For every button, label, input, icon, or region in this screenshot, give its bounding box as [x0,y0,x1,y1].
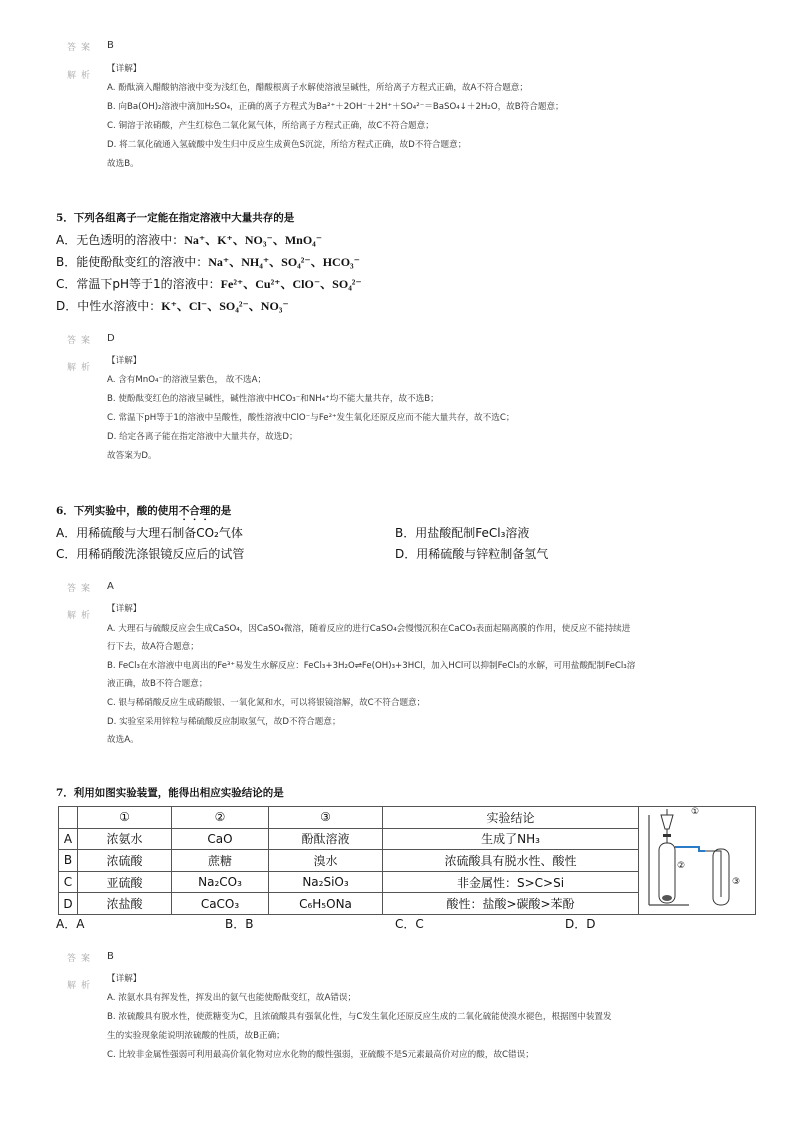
explain-line: D. 实验室采用锌粒与稀硫酸反应制取氢气，故D不符合题意； [107,717,341,727]
option-b: B．能使酚酞变红的溶液中：Na⁺、NH₄⁺、SO₄²⁻、HCO₃⁻ [56,255,360,269]
option-a: A．无色透明的溶液中：Na⁺、K⁺、NO₃⁻、MnO₄⁻ [56,233,323,247]
explain-line: 液正确，故B不符合题意； [107,679,208,689]
apparatus-label: ② [677,861,686,871]
option-c: C．C [395,917,424,931]
answer-value: D [107,333,115,344]
explain-line: C. 铜溶于浓硝酸，产生红棕色二氧化氮气体，所给离子方程式正确，故C不符合题意； [107,121,434,131]
question-stem: 6．下列实验中，酸的使用不合理的是 [56,505,232,517]
table-header: ③ [269,807,383,829]
table-cell: 浓硫酸具有脱水性、酸性 [383,850,639,872]
table-cell: D [59,893,78,915]
explain-line: A. 酚酞滴入醋酸钠溶液中变为浅红色，醋酸根离子水解使溶液呈碱性，所给离子方程式正确，故A不符合题意； [107,83,528,93]
explain-line: B. FeCl₃在水溶液中电离出的Fe³⁺易发生水解反应：FeCl₃+3H₂O⇌Fe(OH)₃+3HCl，加入HCl可以抑制FeCl₃的水解，可用盐酸配制FeCl₃溶 [107,661,636,671]
option-b: B．用盐酸配制FeCl₃溶液 [395,526,530,540]
table-header-row [59,807,756,829]
question-stem: 5．下列各组离子一定能在指定溶液中大量共存的是 [56,212,295,224]
explain-tag: 解析 [67,71,96,81]
table-cell: Na₂SiO₃ [269,871,383,893]
apparatus-cell [639,807,756,915]
explain-line: C. 常温下pH等于1的溶液中呈酸性，酸性溶液中ClO⁻与Fe²⁺发生氧化还原反应而不能大量共存，故不选C； [107,413,515,423]
apparatus-label: ③ [732,877,741,887]
option-d: D．中性水溶液中：K⁺、Cl⁻、SO₄²⁻、NO₃⁻ [56,299,289,313]
experiment-table [58,806,756,915]
explain-line: B. 向Ba(OH)₂溶液中滴加H₂SO₄，正确的离子方程式为Ba²⁺＋2OH⁻＋2H⁺＋SO₄²⁻＝BaSO₄↓＋2H₂O，故B符合题意； [107,102,564,112]
option-a: A．A [56,917,85,931]
table-cell: CaCO₃ [172,893,269,915]
option-d: D．用稀硫酸与锌粒制备氢气 [395,547,549,561]
table-cell: C [59,871,78,893]
table-cell: B [59,850,78,872]
answer-tag: 答案 [67,43,96,53]
explain-line: C. 比较非金属性强弱可利用最高价氧化物对应水化物的酸性强弱，亚硫酸不是S元素最高价对应的酸，故C错误； [107,1050,534,1060]
emphasis-text: 不合理 [178,505,211,517]
explain-line: B. 浓硫酸具有脱水性，使蔗糖变为C，且浓硫酸具有强氧化性，与C发生氧化还原反应生成的二氧化硫能使溴水褪色，根据图中装置发 [107,1012,612,1022]
table-cell: 浓氨水 [78,828,172,850]
table-cell: 非金属性：S>C>Si [383,871,639,893]
explain-line: A. 大理石与硫酸反应会生成CaSO₄，因CaSO₄微溶，随着反应的进行CaSO₄会慢慢沉积在CaCO₃表面起隔离膜的作用，使反应不能持续进 [107,624,631,634]
option-a: A．用稀硫酸与大理石制备CO₂气体 [56,526,243,540]
answer-tag: 答案 [67,584,96,594]
table-cell: 生成了NH₃ [383,828,639,850]
table-cell: C₆H₅ONa [269,893,383,915]
explain-line: B. 使酚酞变红色的溶液呈碱性，碱性溶液中HCO₃⁻和NH₄⁺均不能大量共存，故不选B； [107,394,439,404]
table-cell: A [59,828,78,850]
table-cell: 蔗糖 [172,850,269,872]
explain-detail-heading: 【详解】 [107,604,142,614]
explain-line: 生的实验现象能说明浓硫酸的性质，故B正确； [107,1031,285,1041]
answer-tag: 答案 [67,954,96,964]
explain-line: D. 给定各离子能在指定溶液中大量共存，故选D； [107,432,298,442]
answer-value: A [107,581,114,592]
table-cell: 酸性：盐酸>碳酸>苯酚 [383,893,639,915]
explain-detail-heading: 【详解】 [107,974,142,984]
option-d: D．D [565,917,596,931]
apparatus-label: ① [691,807,700,817]
explain-tag: 解析 [67,363,96,373]
explain-line: 行下去，故A符合题意； [107,642,199,652]
explain-line: A. 浓氨水具有挥发性，挥发出的氨气也能使酚酞变红，故A错误； [107,993,357,1003]
table-cell: Na₂CO₃ [172,871,269,893]
explain-line: 故选A。 [107,735,139,745]
explain-tag: 解析 [67,611,96,621]
answer-value: B [107,951,114,962]
explain-line: D. 将二氧化硫通入氢硫酸中发生归中反应生成黄色S沉淀，所给方程式正确，故D不符合题意； [107,140,467,150]
table-cell: 浓硫酸 [78,850,172,872]
table-cell: 溴水 [269,850,383,872]
explain-tag: 解析 [67,981,96,991]
table-header: 实验结论 [383,807,639,829]
answer-value: B [107,40,114,51]
table-header: ② [172,807,269,829]
answer-tag: 答案 [67,336,96,346]
explain-detail-heading: 【详解】 [107,64,142,74]
explain-line: 故答案为D。 [107,451,157,461]
option-c: C．常温下pH等于1的溶液中：Fe²⁺、Cu²⁺、ClO⁻、SO₄²⁻ [56,277,362,291]
table-header [59,807,78,829]
explain-detail-heading: 【详解】 [107,356,142,366]
table-header: ① [78,807,172,829]
question-stem: 7．利用如图实验装置，能得出相应实验结论的是 [56,787,284,799]
table-cell: 酚酞溶液 [269,828,383,850]
explain-line: 故选B。 [107,159,139,169]
explain-line: C. 银与稀硝酸反应生成硝酸银、一氧化氮和水，可以将银镜溶解，故C不符合题意； [107,698,426,708]
option-c: C．用稀硝酸洗涤银镜反应后的试管 [56,547,245,561]
table-cell: CaO [172,828,269,850]
explain-line: A. 含有MnO₄⁻的溶液呈紫色， 故不选A； [107,375,267,385]
apparatus-diagram [639,807,755,911]
option-b: B．B [225,917,254,931]
table-cell: 亚硫酸 [78,871,172,893]
table-cell: 浓盐酸 [78,893,172,915]
